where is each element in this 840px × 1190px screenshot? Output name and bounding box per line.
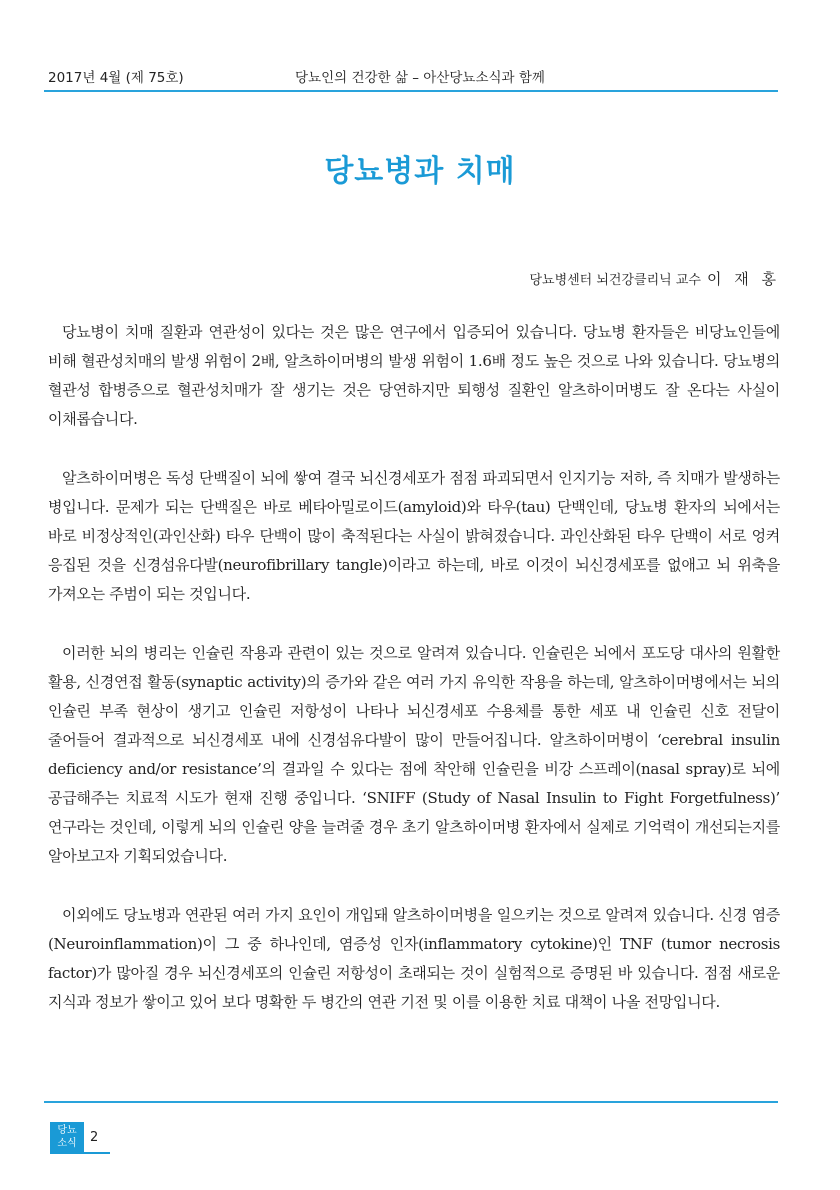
newsletter-badge [50,1122,84,1152]
page-number-underline [50,1152,110,1154]
badge-line-2: 소식 [57,1138,77,1149]
footer-divider [44,1101,778,1103]
author-byline [529,268,780,289]
badge-line-1: 당뇨 [57,1125,77,1136]
page-number: 2 [90,1130,99,1145]
author-affiliation: 당뇨병센터 뇌건강클리닉 교수 [529,273,701,288]
paragraph-4: 이외에도 당뇨병과 연관된 여러 가지 요인이 개입돼 알츠하이머병을 일으키는 것으로 알려져 있습니다. 신경 염증(Neuroinflammation)이 그 중 하나인데, 염증성 인자(inflammatory cytokine)인 TNF (tumor necrosis factor)가 많아질 경우 뇌신경세포의 인슐린 저항성이 초래되는 것이 실험적으로 증명된 바 있습니다. 점점 새로운 지식과 정보가 쌓이고 있어 보다 명확한 두 병간의 연관 기전 및 이를 이용한 치료 대책이 나올 전망입니다. [48,906,780,1011]
paragraph-3: 이러한 뇌의 병리는 인슐린 작용과 관련이 있는 것으로 알려져 있습니다. 인슐린은 뇌에서 포도당 대사의 원활한 활용, 신경연접 활동(synaptic activity)의 증가와 같은 여러 가지 유익한 작용을 하는데, 알츠하이머병에서는 뇌의 인슐린 부족 현상이 생기고 인슐린 저항성이 나타나 뇌신경세포 수용체를 통한 세포 내 인슐린 신호 전달이 줄어들어 결과적으로 뇌신경세포 내에 신경섬유다발이 많이 만들어집니다. 알츠하이머병이 ‘cerebral insulin deficiency and/or resistance’의 결과일 수 있다는 점에 착안해 인슐린을 비강 스프레이(nasal spray)로 뇌에 공급해주는 치료적 시도가 현재 진행 중입니다. ‘SNIFF (Study of Nasal Insulin to Fight Forgetfulness)’ 연구라는 것인데, 이렇게 뇌의 인슐린 양을 늘려줄 경우 초기 알츠하이머병 환자에서 실제로 기억력이 개선되는지를 알아보고자 기획되었습니다. [48,644,780,865]
article-title: 당뇨병과 치매 [324,154,516,189]
author-name: 이 재 홍 [706,270,780,288]
issue-label: 2017년 4월 (제 75호) [48,70,184,86]
header-divider [44,90,778,92]
paragraph-2: 알츠하이머병은 독성 단백질이 뇌에 쌓여 결국 뇌신경세포가 점점 파괴되면서 인지기능 저하, 즉 치매가 발생하는 병입니다. 문제가 되는 단백질은 바로 베타아밀로이드(amyloid)와 타우(tau) 단백인데, 당뇨병 환자의 뇌에서는 바로 비정상적인(과인산화) 타우 단백이 많이 축적된다는 사실이 밝혀졌습니다. 과인산화된 타우 단백이 서로 엉켜 응집된 것을 신경섬유다발(neurofibrillary tangle)이라고 하는데, 바로 이것이 뇌신경세포를 없애고 뇌 위축을 가져오는 주범이 되는 것입니다. [48,469,780,603]
newsletter-tagline: 당뇨인의 건강한 삶 – 아산당뇨소식과 함께 [295,70,545,86]
article-body [48,318,780,1047]
paragraph-1: 당뇨병이 치매 질환과 연관성이 있다는 것은 많은 연구에서 입증되어 있습니다. 당뇨병 환자들은 비당뇨인들에 비해 혈관성치매의 발생 위험이 2배, 알츠하이머병의 발생 위험이 1.6배 정도 높은 것으로 나와 있습니다. 당뇨병의 혈관성 합병증으로 혈관성치매가 잘 생기는 것은 당연하지만 퇴행성 질환인 알츠하이머병도 잘 온다는 사실이 이채롭습니다. [48,323,780,428]
